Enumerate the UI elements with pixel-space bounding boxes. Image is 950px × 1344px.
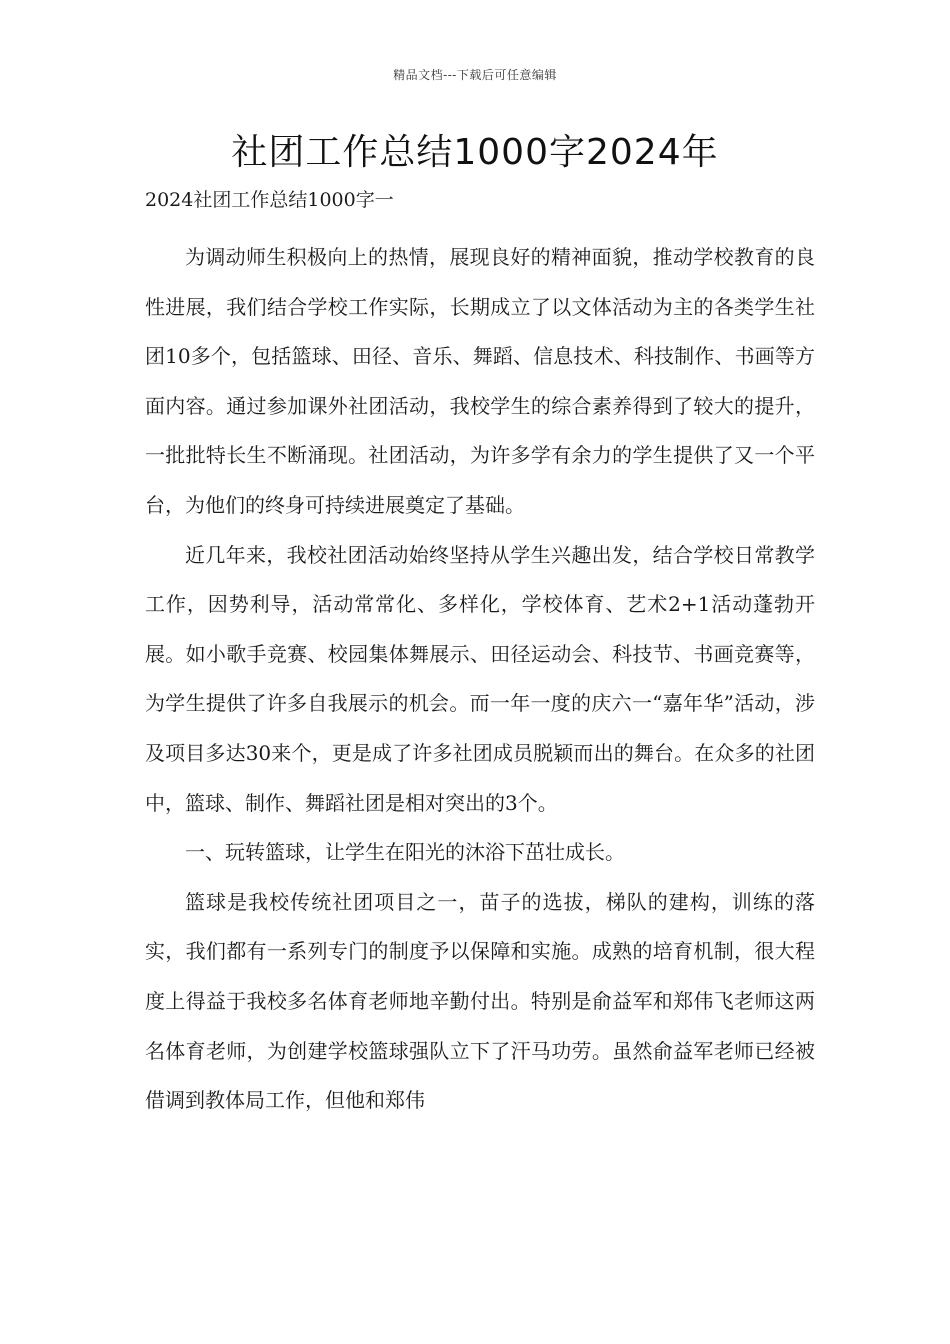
paragraph-basketball: 篮球是我校传统社团项目之一，苗子的选拔，梯队的建构，训练的落实，我们都有一系列专门的制度予以保障和实施。成熟的培育机制，很大程度上得益于我校多名体育老师地辛勤付出。特别是俞益军和郑伟飞老师这两名体育老师，为创建学校篮球强队立下了汗马功劳。虽然俞益军老师已经被借调到教体局工作，但他和郑伟 <box>145 889 815 1113</box>
document-title: 社团工作总结1000字2024年 <box>231 132 719 173</box>
header-note: 精品文档---下载后可任意编辑 <box>393 68 557 82</box>
paragraph-intro: 为调动师生积极向上的热情，展现良好的精神面貌，推动学校教育的良性进展，我们结合学校工作实际，长期成立了以文体活动为主的各类学生社团10多个，包括篮球、田径、音乐、舞蹈、信息技术、科技制作、书画等方面内容。通过参加课外社团活动，我校学生的综合素养得到了较大的提升，一批批特长生不断涌现。社团活动，为许多学有余力的学生提供了又一个平台，为他们的终身可持续进展奠定了基础。 <box>145 245 815 517</box>
body-text <box>145 233 815 1126</box>
paragraph-recent-years: 近几年来，我校社团活动始终坚持从学生兴趣出发，结合学校日常教学工作，因势利导，活动常常化、多样化，学校体育、艺术2+1活动蓬勃开展。如小歌手竞赛、校园集体舞展示、田径运动会、科技节、书画竞赛等，为学生提供了许多自我展示的机会。而一年一度的庆六一“嘉年华”活动，涉及项目多达30来个，更是成了许多社团成员脱颖而出的舞台。在众多的社团中，篮球、制作、舞蹈社团是相对突出的3个。 <box>145 542 815 815</box>
section-heading-basketball: 一、玩转篮球，让学生在阳光的沐浴下茁壮成长。 <box>185 840 625 865</box>
document-subtitle: 2024社团工作总结1000字一 <box>145 189 394 211</box>
